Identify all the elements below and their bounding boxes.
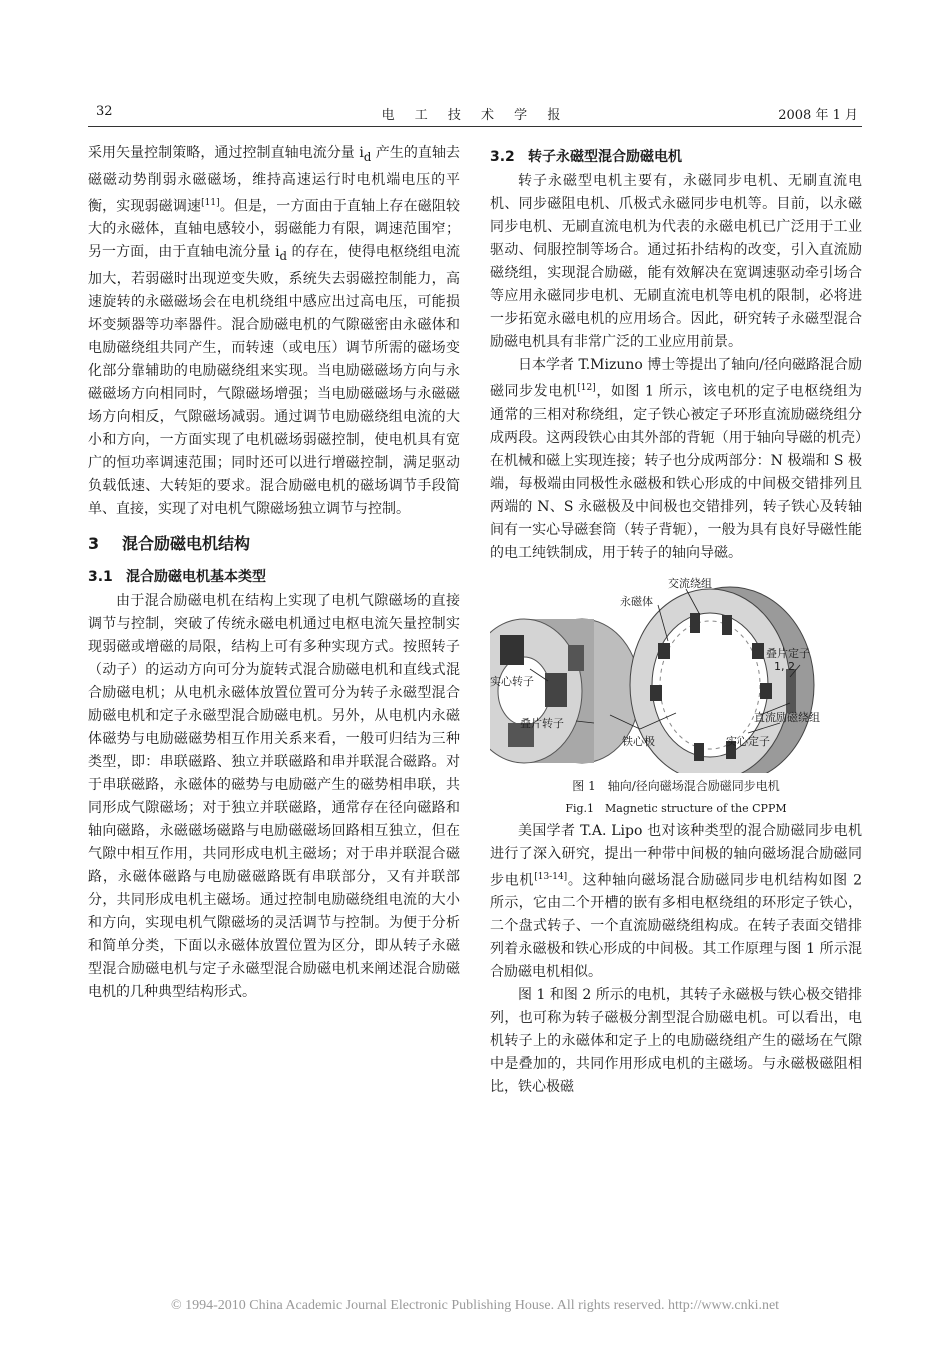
stator-drawing bbox=[630, 587, 814, 773]
copyright-footer: © 1994-2010 China Academic Journal Electronic Publishing House. All rights reserved. http://www.cnki.net bbox=[170, 1298, 780, 1313]
paragraph-continued: 采用矢量控制策略，通过控制直轴电流分量 $i_d$ 产生的直轴去磁磁动势削弱永磁磁场，维持高速运行时电机端电压的平衡，实现弱磁调速[11]。但是，一方面由于直轴上存在磁阻较大的永磁体，直轴电感较小，弱磁能力有限，调速范围窄；另一方面，由于直轴电流分量 $i_d$ 的存在，使得电枢绕组电流加大，若弱磁时出现逆变失败，系统失去弱磁控制能力，高速旋转的永磁磁场会在电机绕组中感应出过高电压，可能损坏变频器等功率器件。混合励磁电机的气隙磁密由永磁体和电励磁绕组共同产生，而转速（或电压）调节所需的磁场变化部分靠辅助的电励磁绕组来实现。当电励磁磁场方向与永磁磁场方向相同时，气隙磁场增强；当电励磁磁场与永磁磁场方向相反，气隙磁场减弱。通过调节电励磁绕组电流的大小和方向，一方面实现了电机磁场弱磁控制，使电机具有宽广的恒功率调速范围；同时还可以进行增磁控制，满足驱动负载低速、大转矩的要求。混合励磁电机的磁场调节手段简单、直接，实现了对电机气隙磁场独立调节与控制。 bbox=[88, 145, 460, 518]
page-number: 32 bbox=[96, 104, 113, 119]
figure-1 bbox=[490, 573, 862, 773]
section-heading: 3 混合励磁电机结构 bbox=[88, 534, 251, 554]
subsection-heading: 3.1 混合励磁电机基本类型 bbox=[88, 569, 266, 586]
label-solid-rotor: 实心转子 bbox=[490, 674, 534, 688]
left-column bbox=[88, 142, 460, 1004]
paragraph: 美国学者 T.A. Lipo 也对该种类型的混合励磁同步电机进行了深入研究，提出一种带中间极的轴向磁场混合励磁同步电机[13-14]。这种轴向磁场混合励磁同步电机结构如图 2 所示，它由二个开槽的嵌有多相电枢绕组的环形定子铁心，二个盘式转子、一个直流励磁绕组构成。在转子表面交错排列着永磁极和铁心形成的中间极。其工作原理与图 1 所示混合励磁电机相似。 bbox=[490, 822, 863, 981]
label-iron-pole: 铁心极 bbox=[622, 734, 655, 748]
journal-title: 电 工 技 术 学 报 bbox=[381, 108, 569, 123]
page-header bbox=[88, 104, 862, 127]
label-lam-rotor: 叠片转子 bbox=[520, 716, 564, 730]
paragraph: 由于混合励磁电机在结构上实现了电机气隙磁场的直接调节与控制，突破了传统永磁电机通过电枢电流矢量控制实现弱磁或增磁的局限，结构上可有多种实现方式。按照转子（动子）的运动方向可分为旋转式混合励磁电机和直线式混合励磁电机；从电机永磁体放置位置可分为转子永磁型混合励磁电机和定子永磁型混合励磁电机。另外，从电机内永磁体磁势与电励磁磁势相互作用关系来看，一般可归结为三种类型，即：串联磁路、独立并联磁路和串并联混合磁路。对于串联磁路，永磁体的磁势与电励磁产生的磁势相串联，共同形成气隙磁场；对于独立并联磁路，通常存在径向磁路和轴向磁路，永磁磁场磁路与电励磁磁场回路相互独立，但在气隙中相互作用，共同形成电机主磁场；对于串并联混合磁路，永磁体磁路与电励磁磁路既有串联部分，又有并联部分，共同形成电机主磁场。通过控制电励磁绕组电流的大小和方向，实现电机气隙磁场的灵活调节与控制。为便于分析和简单分类，下面以永磁体放置位置为区分，即从转子永磁型混合励磁电机与定子永磁型混合励磁电机来阐述混合励磁电机的几种典型结构形式。 bbox=[88, 593, 460, 1001]
label-lam-stator: 叠片定子 bbox=[766, 646, 810, 660]
paragraph: 图 1 和图 2 所示的电机，其转子永磁极与铁心极交错排列，也可称为转子磁极分割型混合励磁电机。可以看出，电机转子上的永磁体和定子上的电励磁绕组产生的磁场在气隙中是叠加的，共同作用形成电机的主磁场。与永磁极磁阻相比，铁心极磁 bbox=[490, 987, 862, 1096]
subsection-heading: 3.2 转子永磁型混合励磁电机 bbox=[490, 149, 682, 165]
motor-diagram bbox=[490, 573, 862, 773]
figure-caption-cn: 图 1 轴向/径向磁场混合励磁同步电机 bbox=[572, 778, 780, 793]
paragraph: 转子永磁型电机主要有，永磁同步电机、无刷直流电机、同步磁阻电机、爪极式永磁同步电机等。目前，以永磁同步电机、无刷直流电机为代表的永磁电机已广泛用于工业驱动、伺服控制等场合。通过拓扑结构的改变，引入直流励磁绕组，实现混合励磁，能有效解决在宽调速驱动牵引场合等应用永磁同步电机、无刷直流电机等电机的限制，必将进一步拓宽永磁电机的应用场合。因此，研究转子永磁型混合励磁电机具有非常广泛的工业应用前景。 bbox=[490, 173, 862, 350]
figure-caption-en: Fig.1 Magnetic structure of the CPPM bbox=[565, 801, 787, 815]
label-ac-winding: 交流绕组 bbox=[668, 576, 712, 590]
rotor-drawing bbox=[490, 619, 640, 763]
issue-date: 2008 年 1 月 bbox=[778, 108, 858, 123]
label-lam-stator-num: 1, 2 bbox=[774, 659, 795, 673]
label-solid-stator: 实心定子 bbox=[726, 734, 770, 748]
right-column bbox=[490, 142, 862, 1099]
paragraph: 日本学者 T.Mizuno 博士等提出了轴向/径向磁路混合励磁同步发电机[12]，如图 1 所示，该电机的定子电枢绕组为通常的三相对称绕组，定子铁心被定子环形直流励磁绕组分成两段。这两段铁心由其外部的背轭（用于轴向导磁的机壳）在机械和磁上实现连接；转子也分成两部分：N 极端和 S 极端，每极端由同极性永磁极和铁心形成的中间极交错排列且两端的 N、S 永磁极及中间极也交错排列，转子铁心及转轴间有一实心导磁套筒（转子背轭），一般为具有良好导磁性能的电工纯铁制成，用于转子的轴向导磁。 bbox=[490, 357, 863, 561]
label-dc-winding: 直流励磁绕组 bbox=[754, 710, 820, 724]
label-pm: 永磁体 bbox=[620, 594, 653, 608]
